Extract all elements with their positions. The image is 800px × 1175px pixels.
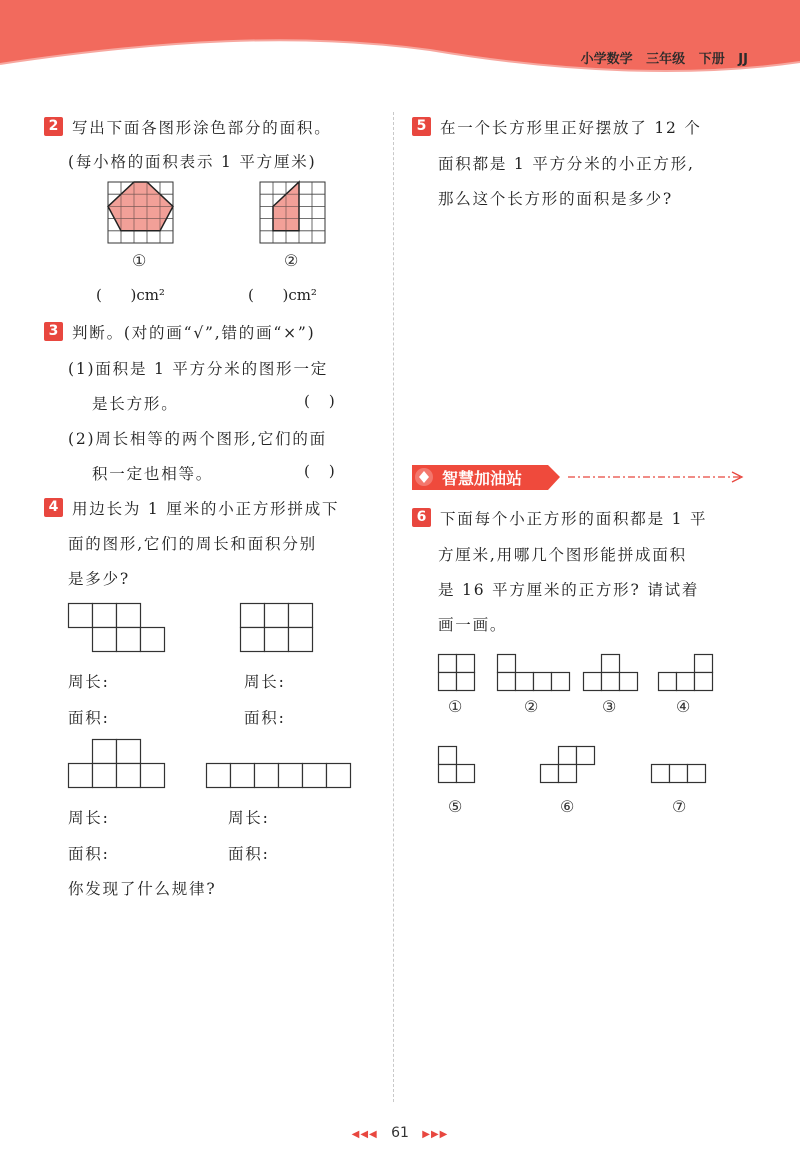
- q4-text-line1: 用边长为 1 厘米的小正方形拼成下: [72, 500, 340, 518]
- q2-answer-1[interactable]: ( )cm²: [96, 286, 165, 304]
- q6-shape-1: [438, 654, 476, 692]
- q6-label-7: ⑦: [672, 797, 687, 816]
- header-banner: [0, 0, 800, 90]
- q4-shape-1: [68, 603, 166, 653]
- q3-item1-line2: 是长方形。: [92, 395, 179, 413]
- q2-answer-2[interactable]: ( )cm²: [248, 286, 317, 304]
- q6-text-line4: 画一画。: [438, 616, 508, 634]
- q4-question: 你发现了什么规律?: [68, 880, 217, 898]
- q6-label-2: ②: [524, 697, 539, 716]
- q6-text-line3: 是 16 平方厘米的正方形? 请试着: [438, 581, 700, 599]
- fig-label-1: ①: [132, 251, 147, 270]
- q4-perimeter-label-3: 周长:: [68, 809, 110, 827]
- q6-label-4: ④: [676, 697, 691, 716]
- banner-title: 智慧加油站: [442, 469, 523, 488]
- q6-text-line1: 下面每个小正方形的面积都是 1 平: [440, 510, 708, 528]
- q3-item1-line1: (1)面积是 1 平方分米的图形一定: [68, 360, 329, 378]
- page-number: 61: [391, 1125, 409, 1141]
- q4-perimeter-label-1: 周长:: [68, 673, 110, 691]
- grid-figure-2: [260, 182, 326, 244]
- header-subject: 小学数学 三年级 下册 JJ: [580, 52, 748, 67]
- q3-item2-line2: 积一定也相等。: [92, 465, 214, 483]
- grid-figure-1: [108, 182, 174, 244]
- q2-text-line2: (每小格的面积表示 1 平方厘米): [68, 153, 317, 171]
- q6-label-3: ③: [602, 697, 617, 716]
- q5-text-line1: 在一个长方形里正好摆放了 12 个: [440, 119, 702, 137]
- question-number-6: 6: [412, 508, 431, 527]
- page-footer: [0, 1125, 800, 1141]
- q6-shape-4: [658, 654, 716, 692]
- q3-item2-answer[interactable]: ( ): [304, 462, 335, 480]
- q6-shape-6: [540, 746, 598, 784]
- q4-shape-4: [206, 763, 352, 789]
- q4-shape-3: [68, 739, 166, 789]
- question-number-5: 5: [412, 117, 431, 136]
- q4-text-line2: 面的图形,它们的周长和面积分别: [68, 535, 317, 553]
- q4-area-label-2: 面积:: [244, 709, 286, 727]
- question-number-4: 4: [44, 498, 63, 517]
- q3-item2-line1: (2)周长相等的两个图形,它们的面: [68, 430, 327, 448]
- question-number-2: 2: [44, 117, 63, 136]
- q2-text-line1: 写出下面各图形涂色部分的面积。: [72, 119, 332, 137]
- q6-shape-5: [438, 746, 476, 784]
- question-number-3: 3: [44, 322, 63, 341]
- q6-shape-3: [583, 654, 641, 692]
- q5-text-line3: 那么这个长方形的面积是多少?: [438, 190, 674, 208]
- prev-arrows-icon: ◀◀◀: [351, 1129, 378, 1140]
- column-divider: [393, 112, 394, 1102]
- next-arrows-icon: ▶▶▶: [422, 1129, 449, 1140]
- q4-area-label-1: 面积:: [68, 709, 110, 727]
- q6-label-5: ⑤: [448, 797, 463, 816]
- q5-text-line2: 面积都是 1 平方分米的小正方形,: [438, 155, 695, 173]
- q6-text-line2: 方厘米,用哪几个图形能拼成面积: [438, 546, 687, 564]
- q6-shape-7: [651, 764, 709, 784]
- q6-label-6: ⑥: [560, 797, 575, 816]
- q3-item1-answer[interactable]: ( ): [304, 392, 335, 410]
- q3-text-line1: 判断。(对的画“√”,错的画“×”): [72, 324, 316, 342]
- q4-perimeter-label-2: 周长:: [244, 673, 286, 691]
- q4-area-label-4: 面积:: [228, 845, 270, 863]
- q4-perimeter-label-4: 周长:: [228, 809, 270, 827]
- q4-text-line3: 是多少?: [68, 570, 131, 588]
- fig-label-2: ②: [284, 251, 299, 270]
- q6-label-1: ①: [448, 697, 463, 716]
- q4-area-label-3: 面积:: [68, 845, 110, 863]
- q4-shape-2: [240, 603, 314, 653]
- q6-shape-2: [497, 654, 573, 692]
